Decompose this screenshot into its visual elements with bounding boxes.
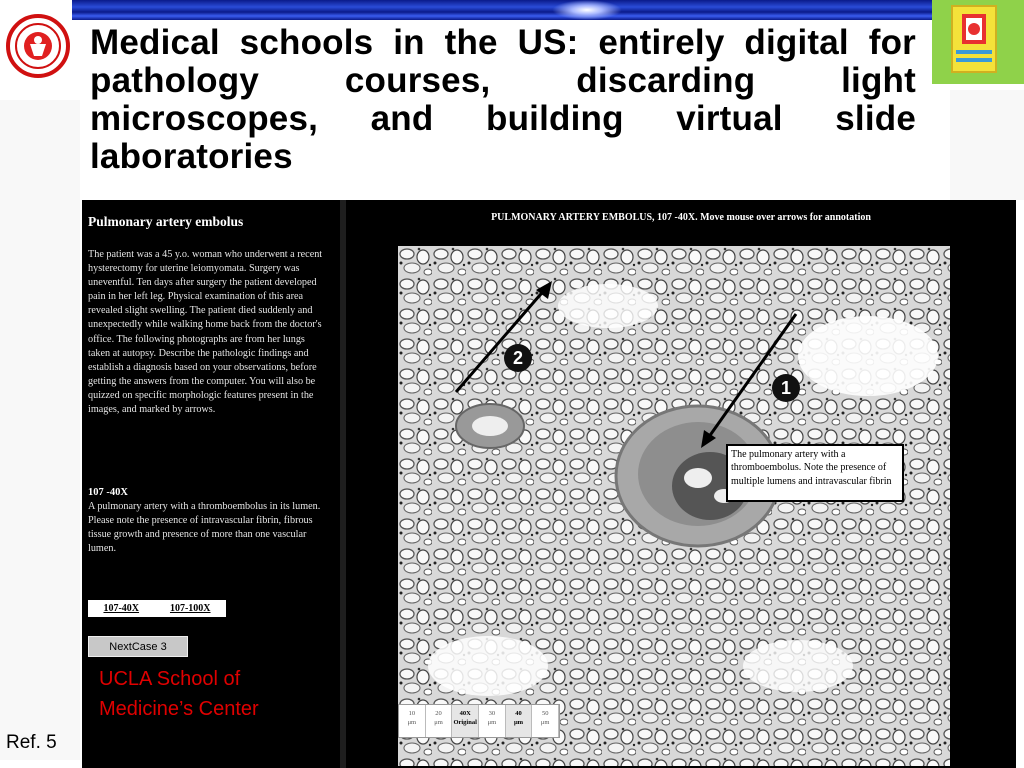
marker-2[interactable]: 2	[504, 344, 532, 372]
zoom-level-50[interactable]	[532, 705, 559, 737]
link-107-100x[interactable]: 107-100X	[169, 603, 211, 614]
banner-glow	[552, 0, 622, 20]
background-pattern	[950, 90, 1024, 200]
zoom-level-30[interactable]	[479, 705, 506, 737]
marker-1[interactable]: 1	[772, 374, 800, 402]
zoom-level-10[interactable]	[399, 705, 426, 737]
image-header: PULMONARY ARTERY EMBOLUS, 107 -40X. Move mouse over arrows for annotation	[491, 212, 871, 223]
link-107-40x[interactable]: 107-40X	[103, 603, 140, 614]
zoom-unit: μm	[434, 719, 443, 726]
annotation-box: The pulmonary artery with a thromboembolus. Note the presence of multiple lumens and intravascular fibrin	[726, 444, 904, 502]
reference-label: Ref. 5	[6, 732, 57, 753]
zoom-scale	[398, 704, 560, 738]
slide-title: Medical schools in the US: entirely digital for pathology courses, discarding light microscopes, and building virtual slide laboratories	[90, 23, 916, 176]
zoom-unit: μm	[540, 719, 550, 726]
zoom-value: 10	[408, 710, 416, 717]
corner-logo	[932, 0, 1024, 84]
zoom-unit: Original	[453, 719, 477, 726]
micrograph-panel	[346, 200, 1016, 768]
zoom-value: 40X	[459, 710, 471, 717]
magnification-title: 107 -40X	[88, 487, 128, 498]
zoom-value: 50	[541, 710, 549, 717]
zoom-level-20[interactable]	[426, 705, 453, 737]
university-seal-logo	[6, 14, 70, 78]
zoom-value: 30	[488, 710, 496, 717]
zoom-level-original[interactable]	[452, 705, 479, 737]
zoom-level-40[interactable]	[506, 705, 533, 737]
micrograph-image[interactable]	[398, 246, 950, 766]
zoom-unit: μm	[407, 719, 417, 726]
magnification-description: A pulmonary artery with a thromboembolus in its lumen. Please note the presence of intravascular fibrin, fibrous tissue growth and presence of more than one vascular lumen.	[88, 501, 321, 555]
case-title: Pulmonary artery embolus	[88, 214, 244, 229]
zoom-unit: μm	[513, 719, 524, 726]
top-banner	[72, 0, 934, 20]
zoom-value: 20	[435, 710, 442, 717]
zoom-unit: μm	[487, 719, 497, 726]
zoom-value: 40	[515, 710, 522, 717]
next-case-button[interactable]: NextCase 3	[88, 636, 188, 657]
source-credit: UCLA School of Medicine’s Center	[99, 668, 259, 720]
case-description: The patient was a 45 y.o. woman who underwent a recent hysterectomy for uterine leiomyomata. Surgery was uneventful. Ten days after surgery the patient developed pain in her left leg. Physical examination of this area revealed slight swelling. The patient died suddenly and unexpectedly while walking home back from the doctor's office. The following photographs are from her lungs taken at autopsy. Describe the pathologic findings and establish a diagnosis based on your observations, before getting the answers from the computer. You will also be quizzed on specific morphologic features present in the images, and marked by arrows.	[88, 249, 323, 416]
background-pattern	[0, 100, 80, 760]
magnification-links	[88, 600, 226, 617]
